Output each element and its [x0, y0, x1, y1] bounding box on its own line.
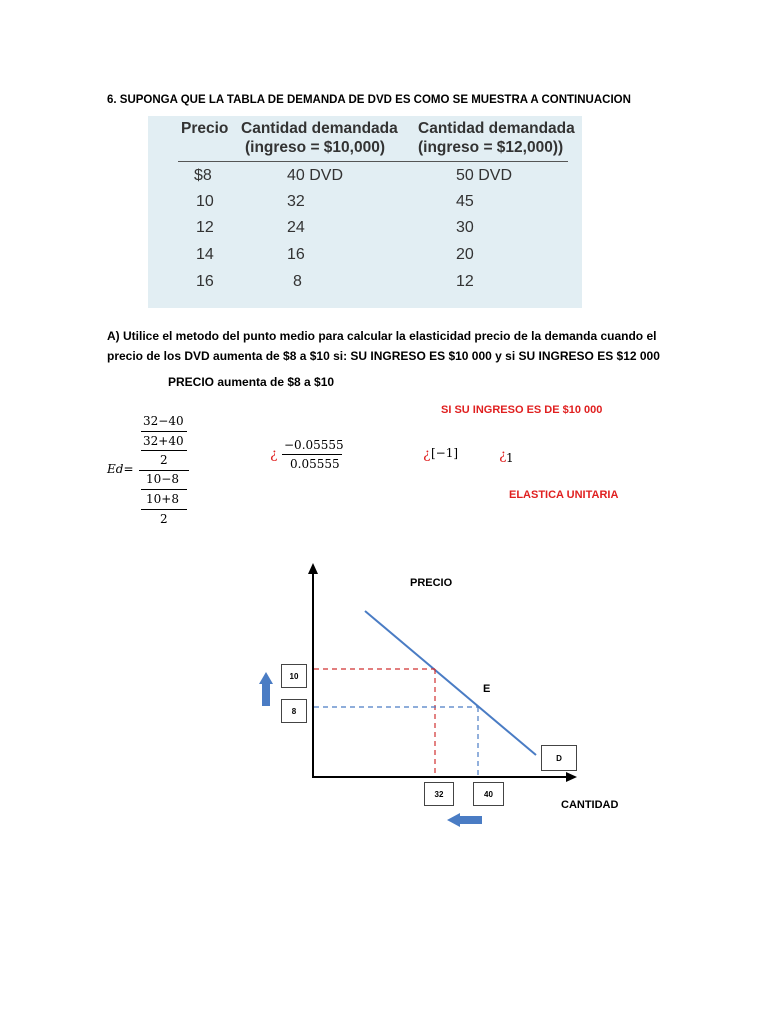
numerator-top: 32−40 — [143, 414, 184, 428]
denominator-bottom: 10+8 — [146, 492, 179, 506]
table-cell-q1: 32 — [287, 193, 305, 210]
question-heading: 6. SUPONGA QUE LA TABLA DE DEMANDA DE DVD ES COMO SE MUESTRA A CONTINUACION — [107, 94, 631, 106]
demand-curve-label: D — [541, 745, 577, 771]
quantity-40-label: 40 — [473, 782, 504, 806]
table-cell-price: $8 — [194, 167, 212, 184]
price-10-label: 10 — [281, 664, 307, 688]
table-cell-price: 16 — [196, 273, 214, 290]
x-axis-label: CANTIDAD — [561, 799, 619, 811]
price-8-label: 8 — [281, 699, 307, 723]
up-arrow-icon — [259, 672, 273, 706]
part-a-text: A) Utilice el metodo del punto medio para calcular la elasticidad precio de la demanda cuando el precio de los DVD aumenta de $8 a $10 si: SU INGRESO ES $10 000 y si SU INGRESO ES $12 000 — [107, 329, 660, 363]
numerator-bottom: 32+40 — [143, 434, 184, 448]
inverted-question-mark: ¿ — [270, 446, 278, 462]
header-q1-line1: Cantidad demandada — [241, 120, 398, 137]
quantity-32-label: 32 — [424, 782, 454, 806]
price-8-guides — [314, 707, 478, 777]
demand-curve — [365, 611, 536, 755]
table-cell-q2: 30 — [456, 219, 474, 236]
inverted-question-mark: ¿ — [423, 446, 431, 462]
denominator-top: 10−8 — [146, 472, 179, 486]
divisor-two: 2 — [160, 512, 168, 526]
table-cell-price: 10 — [196, 193, 214, 210]
header-price: Precio — [181, 120, 229, 137]
y-axis-label: PRECIO — [410, 577, 453, 589]
table-cell-q2: 45 — [456, 193, 474, 210]
equilibrium-point-label: E — [483, 683, 491, 695]
result-one: 1 — [506, 451, 514, 465]
header-q2-line1: Cantidad demandada — [418, 120, 575, 137]
header-q1-line2: (ingreso = $10,000) — [245, 139, 385, 156]
table-cell-q1: 40 DVD — [287, 167, 344, 184]
left-arrow-icon — [447, 813, 482, 827]
table-cell-q2: 20 — [456, 246, 474, 263]
table-cell-price: 14 — [196, 246, 214, 263]
table-cell-q1: 8 — [293, 273, 302, 290]
table-cell-q2: 50 DVD — [456, 167, 513, 184]
price-10-guides — [314, 669, 435, 777]
table-cell-q1: 24 — [287, 219, 305, 236]
table-cell-price: 12 — [196, 219, 214, 236]
part-a-subheading: PRECIO aumenta de $8 a $10 — [168, 375, 335, 389]
absolute-value: [−1] — [431, 446, 459, 460]
header-q2-line2: (ingreso = $12,000)) — [418, 139, 564, 156]
y-axis — [308, 563, 318, 778]
step-denominator: 0.05555 — [290, 457, 340, 471]
divisor-two: 2 — [160, 453, 168, 467]
step-numerator: −0.05555 — [284, 438, 344, 452]
table-cell-q1: 16 — [287, 246, 305, 263]
table-cell-q2: 12 — [456, 273, 474, 290]
ed-label: Ed= — [107, 462, 134, 476]
result-label: ELASTICA UNITARIA — [509, 489, 619, 501]
inverted-question-mark: ¿ — [499, 447, 507, 463]
x-axis — [312, 772, 577, 782]
income-case-label: SI SU INGRESO ES DE $10 000 — [441, 404, 603, 416]
